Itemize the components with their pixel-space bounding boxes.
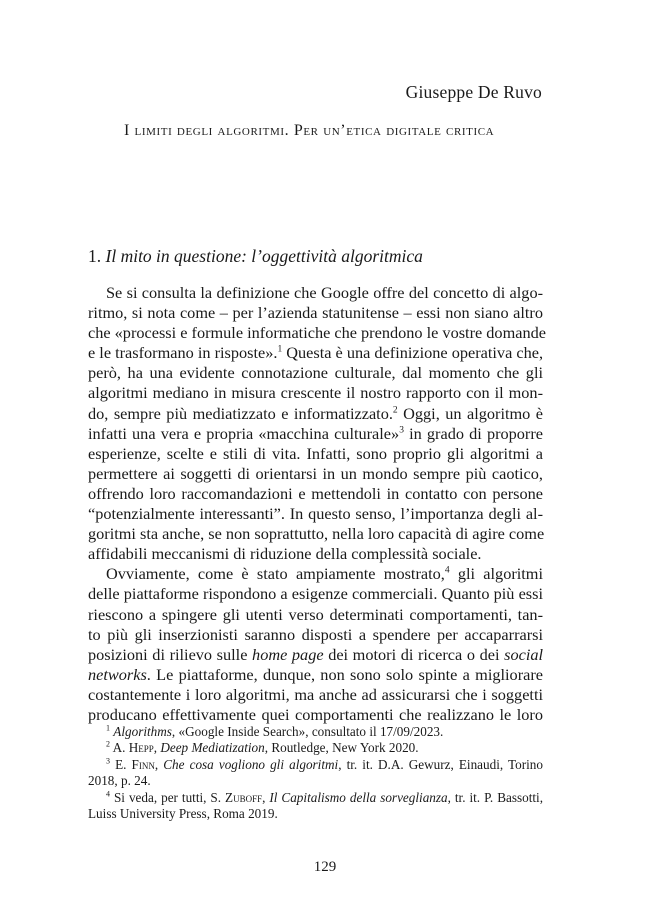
- italic-text: Algorithms: [113, 724, 172, 739]
- footnote-line: [88, 773, 543, 789]
- text-segment: però, ha una evidente connotazione culturale, dal momento che gli: [88, 363, 543, 383]
- italic-text: home page: [252, 644, 324, 664]
- footnote-line: [88, 757, 543, 773]
- body-line: [88, 645, 543, 665]
- footnote-marker: 2: [392, 405, 398, 416]
- body-line: [88, 605, 543, 625]
- body-line: [88, 464, 543, 484]
- author-name: Giuseppe De Ruvo: [405, 82, 542, 102]
- body-line: [88, 363, 543, 383]
- italic-text: social: [504, 644, 544, 664]
- body-line: [88, 323, 546, 343]
- footnote-marker: 4: [444, 565, 450, 576]
- body-line: [88, 705, 543, 725]
- body-line: [88, 303, 543, 323]
- body-line: [88, 424, 543, 444]
- body-line: [88, 283, 543, 303]
- text-segment: “potenzialmente interessanti”. In questo senso, l’importanza degli al-: [88, 504, 543, 524]
- text-segment: to più gli inserzionisti saranno disposti a spendere per accaparrarsi: [88, 624, 543, 644]
- text-segment: 2018, p. 24.: [88, 773, 151, 789]
- text-segment: in grado di proporre: [403, 423, 544, 443]
- body-line: [88, 584, 543, 604]
- body-line: [88, 383, 543, 403]
- text-segment: E. Finn,: [110, 756, 164, 772]
- body-line: [88, 444, 543, 464]
- text-segment: che «processi e formule informatiche che prendono le vostre domande: [88, 323, 546, 343]
- body-line: [88, 484, 543, 504]
- text-segment: Se si consulta la definizione che Google offre del concetto di algo-: [106, 283, 543, 302]
- italic-text: Il Capitalismo della sorveglianza: [269, 789, 448, 805]
- body-line: [88, 685, 543, 705]
- section-heading: [88, 246, 423, 267]
- text-segment: A. Hepp,: [110, 740, 161, 756]
- body-line: [88, 343, 543, 363]
- body-line: [88, 404, 543, 424]
- body-line: [88, 524, 543, 544]
- text-segment: goritmi sta anche, se non soprattutto, nella loro capacità di agire come: [88, 524, 545, 544]
- text-segment: delle piattaforme rispondono a esigenze commerciali. Quanto più essi: [88, 584, 543, 604]
- article-title: I limiti degli algoritmi. Per un’etica digitale critica: [124, 122, 495, 139]
- footnote-line: [88, 724, 543, 740]
- text-segment: , tr. it. P. Bassotti,: [447, 789, 543, 805]
- footnote-line: [88, 806, 543, 822]
- footnote-marker: 4: [106, 789, 110, 799]
- text-segment: . Le piattaforme, dunque, non sono solo spinte a migliorare: [146, 664, 543, 684]
- text-segment: affidabili meccanismi di riduzione della complessità sociale.: [88, 544, 482, 564]
- text-segment: gli algoritmi: [449, 564, 543, 584]
- text-segment: Si veda, per tutti, S. Zuboff,: [110, 789, 270, 805]
- text-segment: Questa è una definizione operativa che,: [282, 343, 544, 363]
- text-segment: e le trasformano in risposte».: [88, 343, 278, 363]
- italic-text: Che cosa vogliono gli algoritmi: [163, 756, 339, 772]
- text-segment: permettere ai soggetti di orientarsi in un mondo sempre più caotico,: [88, 463, 543, 483]
- footnote-line: [88, 790, 543, 806]
- text-segment: riescono a spingere gli utenti verso determinati comportamenti, tan-: [88, 604, 543, 624]
- text-segment: producano effettivamente quei comportamenti che realizzano le loro: [88, 704, 543, 724]
- text-segment: esperienze, scelte e stili di vita. Infatti, sono proprio gli algoritmi a: [88, 443, 543, 463]
- section-title: Il mito in questione: l’oggettività algoritmica: [105, 246, 423, 266]
- footnote-marker: 3: [399, 425, 404, 436]
- footnote-marker: 3: [106, 756, 110, 766]
- body-text: [88, 283, 546, 725]
- text-segment: offrendo loro raccomandazioni e mettendoli in contatto con persone: [88, 483, 543, 503]
- page-number: 129: [313, 859, 337, 875]
- footnotes: [88, 724, 543, 822]
- text-segment: , Routledge, New York 2020.: [264, 740, 419, 756]
- text-segment: posizioni di rilievo sulle: [88, 644, 253, 664]
- italic-text: Deep Mediatization: [160, 740, 265, 756]
- section-number: 1.: [88, 246, 106, 266]
- text-segment: do, sempre più mediatizzato e informatizzato.: [88, 403, 393, 423]
- text-segment: ritmo, si nota come – per l’azienda statunitense – essi non siano altro: [88, 303, 543, 323]
- body-line: [88, 665, 543, 685]
- body-line: [88, 544, 543, 564]
- footnote-marker: 1: [277, 344, 283, 355]
- text-segment: algoritmi mediano in misura crescente il nostro rapporto con il mon-: [88, 383, 543, 403]
- text-segment: Luiss University Press, Roma 2019.: [88, 805, 278, 821]
- footnote-marker: 2: [106, 740, 110, 749]
- footnote-line: [88, 740, 543, 756]
- text-segment: Oggi, un algoritmo è: [397, 403, 543, 423]
- body-line: [88, 564, 543, 584]
- footnote-marker: 1: [106, 723, 110, 733]
- text-segment: dei motori di ricerca o dei: [323, 644, 505, 664]
- text-segment: infatti una vera e propria «macchina culturale»: [88, 423, 400, 443]
- text-segment: Ovviamente, come è stato ampiamente mostrato,: [106, 564, 445, 584]
- text-segment: , «Google Inside Search», consultato il 17/09/2023.: [171, 724, 444, 739]
- body-line: [88, 504, 543, 524]
- text-segment: costantemente i loro algoritmi, ma anche ad assicurarsi che i soggetti: [88, 684, 543, 704]
- body-line: [88, 625, 543, 645]
- italic-text: networks: [88, 664, 147, 684]
- text-segment: , tr. it. D.A. Gewurz, Einaudi, Torino: [338, 756, 543, 772]
